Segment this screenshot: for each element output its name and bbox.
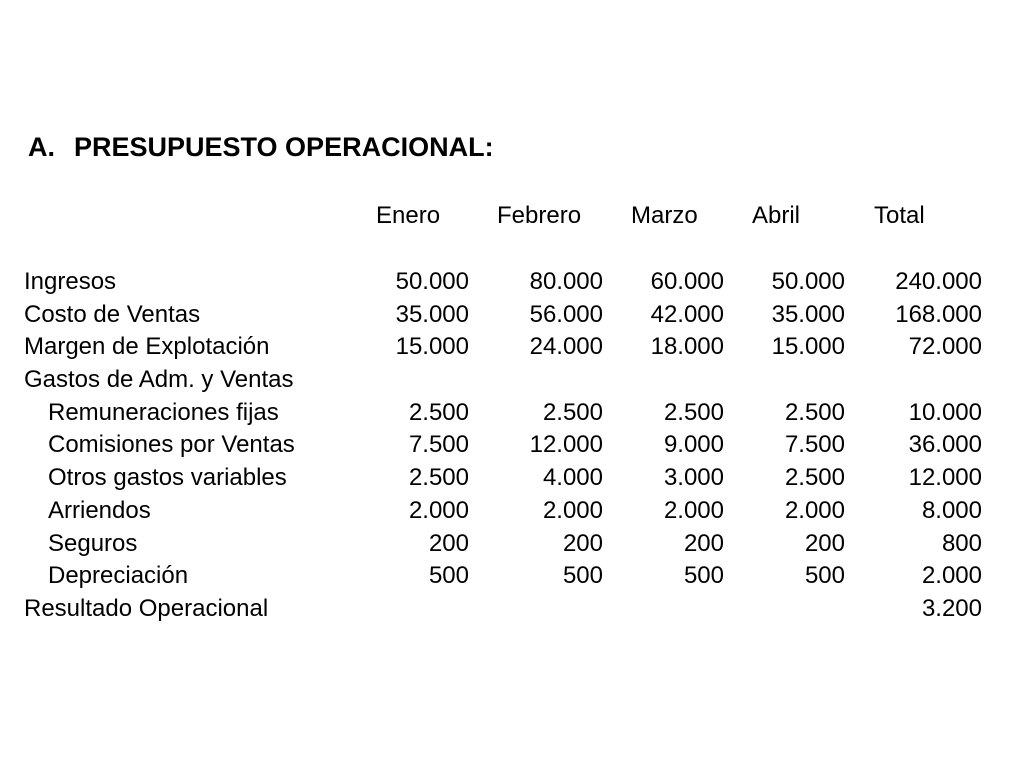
- row-value-enero: 2.500: [408, 464, 469, 492]
- column-header-febrero: Febrero: [497, 202, 582, 229]
- row-value-febrero: 12.000: [529, 431, 603, 459]
- row-value-total: 8.000: [921, 496, 982, 524]
- row-value-febrero: 4.000: [542, 464, 603, 492]
- row-value-enero: 500: [428, 562, 469, 590]
- table-row: [0, 464, 1024, 497]
- row-value-abril: 50.000: [771, 268, 845, 295]
- row-value-marzo: 200: [683, 529, 724, 557]
- row-value-abril: 15.000: [771, 333, 845, 361]
- row-value-enero: 35.000: [395, 300, 469, 328]
- row-value-enero: 15.000: [395, 333, 469, 361]
- section-title: [28, 132, 494, 163]
- row-value-total: 3.200: [921, 594, 982, 622]
- row-value-abril: 2.000: [784, 496, 845, 524]
- row-value-total: 36.000: [908, 431, 982, 459]
- budget-table: [0, 268, 1024, 628]
- row-value-abril: 35.000: [771, 300, 845, 328]
- row-value-enero: 7.500: [408, 431, 469, 459]
- row-value-enero: 50.000: [395, 268, 469, 295]
- row-value-enero: 200: [428, 529, 469, 557]
- table-row: [0, 366, 1024, 399]
- row-label: Seguros: [48, 529, 138, 557]
- row-label: Resultado Operacional: [24, 594, 269, 622]
- row-value-marzo: 60.000: [650, 268, 724, 295]
- row-label: Otros gastos variables: [48, 464, 287, 492]
- row-value-febrero: 2.500: [542, 398, 603, 426]
- section-title-text: PRESUPUESTO OPERACIONAL:: [74, 132, 494, 162]
- row-label: Remuneraciones fijas: [48, 398, 279, 426]
- row-value-abril: 500: [804, 562, 845, 590]
- column-header-total: Total: [874, 202, 925, 229]
- table-row: [0, 497, 1024, 530]
- row-value-febrero: 80.000: [529, 268, 603, 295]
- row-label: Margen de Explotación: [24, 333, 270, 361]
- row-label: Ingresos: [24, 268, 117, 295]
- row-value-febrero: 24.000: [529, 333, 603, 361]
- table-row: [0, 595, 1024, 628]
- row-value-febrero: 56.000: [529, 300, 603, 328]
- row-value-marzo: 42.000: [650, 300, 724, 328]
- row-label: Gastos de Adm. y Ventas: [24, 366, 294, 394]
- table-row: [0, 431, 1024, 464]
- row-value-febrero: 2.000: [542, 496, 603, 524]
- row-value-abril: 200: [804, 529, 845, 557]
- row-value-total: 12.000: [908, 464, 982, 492]
- row-value-total: 240.000: [895, 268, 982, 295]
- row-value-abril: 7.500: [784, 431, 845, 459]
- table-row: [0, 530, 1024, 563]
- row-value-marzo: 2.000: [663, 496, 724, 524]
- table-row: [0, 399, 1024, 432]
- row-label: Depreciación: [48, 562, 189, 590]
- table-row: [0, 301, 1024, 334]
- row-value-marzo: 2.500: [663, 398, 724, 426]
- section-letter: A.: [28, 132, 55, 162]
- row-value-febrero: 500: [562, 562, 603, 590]
- row-value-enero: 2.000: [408, 496, 469, 524]
- row-label: Comisiones por Ventas: [48, 431, 295, 459]
- table-row: [0, 268, 1024, 301]
- row-value-total: 800: [941, 529, 982, 557]
- column-header-row: [0, 202, 1024, 234]
- row-value-total: 2.000: [921, 562, 982, 590]
- row-value-total: 72.000: [908, 333, 982, 361]
- row-label: Arriendos: [48, 496, 151, 524]
- row-value-marzo: 500: [683, 562, 724, 590]
- row-value-febrero: 200: [562, 529, 603, 557]
- row-value-abril: 2.500: [784, 398, 845, 426]
- table-row: [0, 562, 1024, 595]
- row-value-enero: 2.500: [408, 398, 469, 426]
- column-header-abril: Abril: [752, 202, 801, 229]
- row-value-marzo: 9.000: [663, 431, 724, 459]
- row-value-marzo: 3.000: [663, 464, 724, 492]
- row-label: Costo de Ventas: [24, 300, 201, 328]
- column-header-marzo: Marzo: [631, 202, 698, 229]
- row-value-total: 10.000: [908, 398, 982, 426]
- table-row: [0, 333, 1024, 366]
- column-header-enero: Enero: [376, 202, 441, 229]
- row-value-abril: 2.500: [784, 464, 845, 492]
- row-value-marzo: 18.000: [650, 333, 724, 361]
- row-value-total: 168.000: [895, 300, 982, 328]
